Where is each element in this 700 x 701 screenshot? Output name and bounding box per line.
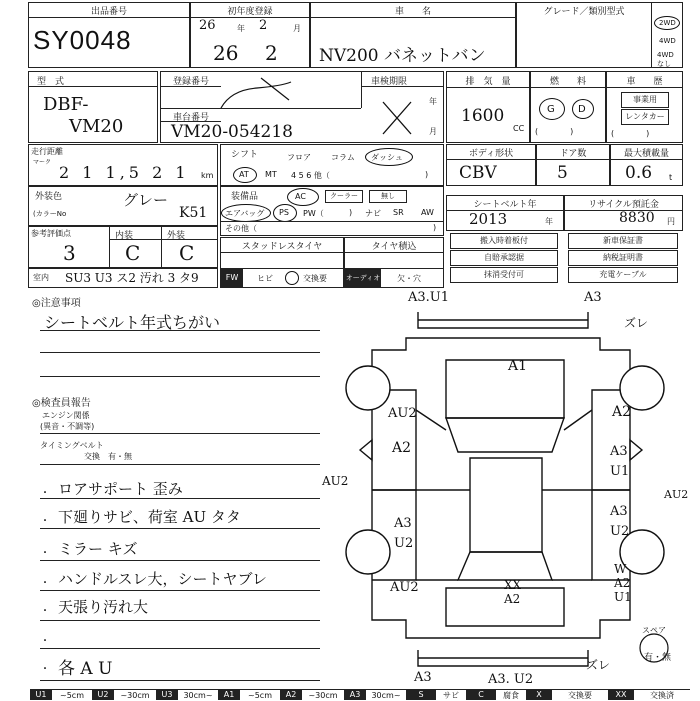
equip-none: 無し bbox=[369, 190, 407, 203]
model-type-box bbox=[28, 71, 158, 143]
legend-desc-u1: ~5cm bbox=[52, 689, 92, 701]
audio-label: オーディオ bbox=[345, 269, 381, 287]
spare-label: スペア bbox=[642, 626, 666, 635]
seatbelt-box bbox=[446, 195, 564, 231]
doc-insurance: 自賠承認据 bbox=[450, 250, 558, 266]
history-box: 車 歴 事業用 レンタカー ( ) bbox=[606, 71, 683, 143]
engine-sub: (異音・不調等) bbox=[40, 422, 95, 431]
grades-box bbox=[28, 226, 218, 268]
shift-box: シフト フロア コラム ダッシュ AT MT 4 5 6 他（ ) bbox=[220, 144, 444, 186]
color-label: 外装色 bbox=[35, 192, 63, 202]
equip-ac: AC bbox=[295, 192, 306, 201]
ref-grade-label: 参考評価点 bbox=[31, 229, 71, 238]
recycle-label: リサイクル預託金 bbox=[565, 197, 682, 211]
legend-code-u3: U3 bbox=[156, 689, 178, 700]
fuel-box: 燃 料 G D ( ) bbox=[530, 71, 606, 143]
note-item-2: 下廻りサビ、荷室 AU タタ bbox=[58, 508, 241, 526]
car-name-box bbox=[310, 2, 516, 68]
doc-cable: 充電ケーブル bbox=[568, 267, 678, 283]
fw-box bbox=[220, 268, 344, 288]
crack-label: ヒビ bbox=[257, 274, 273, 283]
timing-label: タイミングベルト bbox=[40, 441, 104, 450]
doc-delivery: 搬入時着板付 bbox=[450, 233, 558, 249]
lot-number-label: 出品番号 bbox=[29, 4, 189, 18]
mileage-label: 走行距離 bbox=[31, 147, 63, 156]
legend-desc-x: 交換要 bbox=[552, 689, 608, 701]
equip-other: その他（ bbox=[225, 224, 257, 233]
load-unit: t bbox=[669, 173, 673, 182]
note-item-3: ミラー キズ bbox=[58, 540, 138, 558]
grade-label: グレード／類別型式 bbox=[543, 7, 625, 17]
shift-column: コラム bbox=[331, 153, 355, 162]
interior-grade: C bbox=[125, 241, 141, 265]
load-value: 0.6 bbox=[625, 163, 653, 183]
legend-code-u2: U2 bbox=[92, 689, 114, 700]
body-type-label: ボディ形状 bbox=[447, 146, 535, 160]
exterior-grade: C bbox=[179, 241, 195, 265]
shift-dash: ダッシュ bbox=[371, 153, 403, 162]
legend-desc-s: サビ bbox=[436, 689, 466, 701]
legend-code-x: X bbox=[526, 689, 552, 700]
grade-box bbox=[516, 2, 683, 68]
dmg-au2-left: AU2 bbox=[388, 406, 417, 421]
car-name-label: 車 名 bbox=[311, 4, 515, 18]
chassis-label: 車台番号 bbox=[173, 113, 210, 123]
dmg-a2-left: A2 bbox=[392, 440, 412, 456]
dmg-zure-top: ズレ bbox=[624, 316, 649, 330]
tire-box bbox=[344, 237, 444, 269]
equip-aw: AW bbox=[421, 208, 434, 217]
mileage-value: 2 1 1,5 2 1 bbox=[59, 163, 190, 182]
legend-desc-u2: ~30cm bbox=[114, 689, 156, 701]
seatbelt-label: シートベルト年 bbox=[447, 197, 563, 211]
legend-code-c: C bbox=[466, 689, 496, 700]
first-reg-year: 26 bbox=[213, 41, 239, 65]
recycle-unit: 円 bbox=[667, 217, 675, 226]
timing-exchange: 交換 有・無 bbox=[84, 452, 132, 461]
legend-code-a2: A2 bbox=[280, 689, 302, 700]
dmg-a3u1-top: A3.U1 bbox=[408, 290, 450, 305]
shift-floor: フロア bbox=[287, 153, 311, 162]
lot-number-box bbox=[28, 2, 190, 68]
doors-box bbox=[536, 144, 610, 186]
caution-text: シートベルト年式ちがい bbox=[44, 313, 221, 332]
color-code-label: (カラーNo bbox=[33, 210, 67, 218]
equip-airbag: エアバッグ bbox=[225, 209, 265, 218]
legend-code-xx: XX bbox=[608, 689, 634, 700]
doors-value: 5 bbox=[557, 163, 568, 183]
history-label: 車 歴 bbox=[607, 74, 682, 88]
load-label: 最大積載量 bbox=[611, 146, 682, 160]
note-item-4: ハンドルスレ大，シートヤブレ bbox=[58, 570, 267, 588]
equipment-box: 装備品 AC クーラー 無し エアバッグ PS PW（ ) ナビ SR AW その他（ ) bbox=[220, 186, 444, 236]
lot-number: SY0048 bbox=[33, 25, 132, 55]
audio-box bbox=[344, 268, 444, 288]
legend-desc-a2: ~30cm bbox=[302, 689, 344, 701]
equip-navi: ナビ bbox=[365, 209, 381, 218]
spare-value: 有・無 bbox=[644, 653, 672, 663]
legend-code-a1: A1 bbox=[218, 689, 240, 700]
drive-4wd: 4WD bbox=[659, 37, 676, 45]
shift-label: シフト bbox=[231, 150, 259, 160]
car-name: NV200 バネットバン bbox=[319, 46, 486, 66]
equipment-label: 装備品 bbox=[231, 192, 259, 202]
dmg-a3u2-right: A3 U2 bbox=[610, 504, 630, 539]
first-reg-month: 2 bbox=[265, 41, 278, 65]
missing-label: 欠・穴 bbox=[397, 274, 421, 283]
tire-label: タイヤ積込 bbox=[345, 239, 443, 253]
body-type-box bbox=[446, 144, 536, 186]
overall-grade: 3 bbox=[63, 241, 76, 265]
body-type-value: CBV bbox=[459, 163, 497, 183]
chassis-value: VM20-054218 bbox=[171, 122, 293, 142]
legend-desc-a1: ~5cm bbox=[240, 689, 280, 701]
displacement-label: 排 気 量 bbox=[447, 74, 529, 88]
dmg-a3-bottom: A3 bbox=[414, 670, 432, 685]
color-code: K51 bbox=[179, 205, 208, 221]
dmg-au2-bottom-left: AU2 bbox=[390, 580, 419, 595]
month-unit: 月 bbox=[293, 24, 301, 33]
shift-at: AT bbox=[239, 170, 249, 179]
shift-mt: MT bbox=[265, 170, 277, 179]
drive-none: 4WD なし bbox=[657, 51, 674, 68]
exterior-label: 外装 bbox=[167, 231, 186, 241]
mileage-box bbox=[28, 144, 218, 186]
year-unit: 年 bbox=[237, 24, 245, 33]
first-registration-box bbox=[190, 2, 310, 68]
registration-box bbox=[160, 71, 444, 143]
legend-desc-a3: 30cm~ bbox=[366, 689, 406, 701]
doors-label: ドア数 bbox=[537, 146, 609, 160]
engine-label: エンジン関係 bbox=[42, 411, 90, 420]
doc-cancel: 抹消受付可 bbox=[450, 267, 558, 283]
room-note: SU3 U3 ス2 汚れ 3 タ9 bbox=[65, 271, 199, 285]
model-type-value2: VM20 bbox=[69, 116, 124, 137]
studless-label: スタッドレスタイヤ bbox=[221, 239, 343, 253]
mileage-unit: km bbox=[201, 171, 214, 180]
doc-tax: 納税証明書 bbox=[568, 250, 678, 266]
first-reg-label: 初年度登録 bbox=[191, 4, 309, 18]
legend-code-u1: U1 bbox=[30, 689, 52, 700]
room-box bbox=[28, 268, 218, 288]
dmg-a2-right: A2 bbox=[612, 404, 632, 420]
history-rental: レンタカー bbox=[621, 109, 669, 125]
shift-gears: 4 5 6 他（ bbox=[291, 171, 330, 180]
equip-cooler: クーラー bbox=[325, 190, 363, 203]
load-box bbox=[610, 144, 683, 186]
seatbelt-unit: 年 bbox=[545, 217, 553, 226]
history-business: 事業用 bbox=[621, 92, 669, 108]
inspection-year-unit: 年 bbox=[429, 97, 437, 106]
displacement-box bbox=[446, 71, 530, 143]
seatbelt-value: 2013 bbox=[469, 210, 508, 228]
note-item-1: ロアサポート 歪み bbox=[58, 480, 183, 498]
legend-code-a3: A3 bbox=[344, 689, 366, 700]
studless-box bbox=[220, 237, 344, 269]
inspector-label: ◎検査員報告 bbox=[32, 398, 91, 409]
inspection-month-unit: 月 bbox=[429, 127, 437, 136]
dmg-a1: A1 bbox=[508, 358, 528, 374]
note-item-5: 天張り汚れ大 bbox=[58, 598, 149, 616]
equip-sr: SR bbox=[393, 208, 404, 217]
displacement-value: 1600 bbox=[461, 106, 505, 126]
dmg-xx-a2: XX A2 bbox=[504, 578, 522, 606]
fuel-d: D bbox=[578, 104, 586, 115]
first-reg-year-small: 26 bbox=[199, 18, 216, 33]
mileage-mark: マーク bbox=[33, 159, 52, 166]
dmg-w-a2u1: W A2 U1 bbox=[614, 562, 632, 604]
dmg-zure-bottom: ズレ bbox=[586, 658, 611, 672]
fuel-label: 燃 料 bbox=[531, 74, 605, 88]
doc-warranty: 新車保証書 bbox=[568, 233, 678, 249]
equip-pw: PW（ bbox=[303, 209, 324, 218]
dmg-a3u2-bottom: A3. U2 bbox=[488, 672, 534, 687]
dmg-a3u2-left: A3 U2 bbox=[394, 516, 414, 551]
fuel-g: G bbox=[547, 104, 555, 115]
color-box bbox=[28, 186, 218, 226]
fw-label: FW bbox=[221, 269, 243, 287]
note-item-7: 各 A U bbox=[58, 659, 113, 679]
legend-desc-xx: 交換済 bbox=[634, 689, 690, 701]
dmg-a3-top: A3 bbox=[584, 290, 602, 305]
reg-label: 登録番号 bbox=[173, 77, 210, 87]
room-label: 室内 bbox=[33, 273, 49, 282]
caution-label: ◎注意事項 bbox=[32, 298, 81, 309]
replace-label: 交換要 bbox=[303, 274, 327, 283]
model-type-label: 型 式 bbox=[37, 77, 65, 87]
legend-desc-u3: 30cm~ bbox=[178, 689, 218, 701]
cc-unit: CC bbox=[513, 124, 525, 133]
documents-box bbox=[446, 231, 681, 285]
dmg-a3u1-right: A3 U1 bbox=[610, 444, 630, 479]
legend-desc-c: 腐食 bbox=[496, 689, 526, 701]
recycle-value: 8830 bbox=[619, 210, 655, 226]
dmg-au2-far-right: AU2 bbox=[664, 488, 689, 501]
interior-label: 内装 bbox=[115, 231, 134, 241]
color-value: グレー bbox=[123, 191, 169, 209]
model-type-value: DBF- bbox=[43, 94, 89, 115]
dmg-au2-far-left: AU2 bbox=[322, 474, 349, 488]
drive-2wd: 2WD bbox=[659, 19, 676, 27]
inspection-label: 車検期限 bbox=[371, 77, 408, 87]
equip-ps: PS bbox=[279, 208, 289, 217]
recycle-box bbox=[564, 195, 683, 231]
first-reg-month-small: 2 bbox=[259, 18, 268, 33]
legend-code-s: S bbox=[406, 689, 436, 700]
